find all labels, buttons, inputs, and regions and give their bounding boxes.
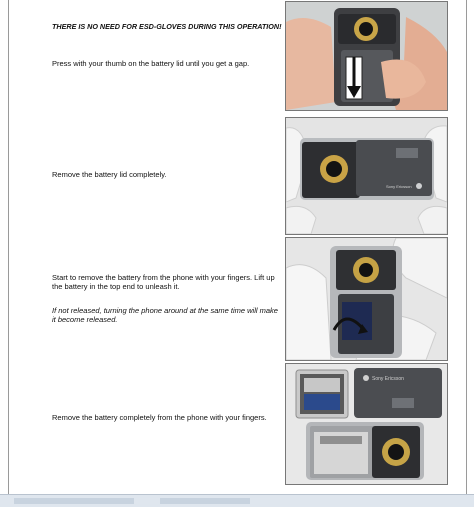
bottom-bar-segment — [160, 498, 250, 504]
page-right-border — [466, 0, 467, 494]
step-3-note: If not released, turning the phone around at the same time will make it become released. — [52, 306, 278, 324]
svg-text:Sony Ericsson: Sony Ericsson — [386, 184, 412, 189]
step-2-text: Remove the battery lid completely. — [52, 170, 167, 179]
battery-and-lid-removed-icon — [286, 364, 447, 484]
phone-lid-removed-icon — [286, 118, 447, 234]
phone-press-lid-icon — [286, 2, 447, 110]
esd-warning: THERE IS NO NEED FOR ESD-GLOVES DURING THIS OPERATION! — [52, 22, 282, 31]
step-3-text: Start to remove the battery from the phone with your fingers. Lift up the battery in the top end to unleash it. — [52, 273, 275, 291]
lid-brand-label: Sony Ericsson — [372, 376, 404, 382]
bottom-scroll-bar[interactable] — [0, 494, 474, 507]
step-1-text: Press with your thumb on the battery lid until you get a gap. — [52, 59, 250, 68]
step-4-photo — [285, 363, 448, 485]
step-1-photo — [285, 1, 448, 111]
step-3-photo — [285, 237, 448, 361]
phone-lift-battery-icon — [286, 238, 447, 360]
step-2-photo — [285, 117, 448, 235]
page-left-border — [8, 0, 9, 494]
step-4-text: Remove the battery completely from the phone with your fingers. — [52, 413, 267, 422]
bottom-bar-segment — [14, 498, 134, 504]
